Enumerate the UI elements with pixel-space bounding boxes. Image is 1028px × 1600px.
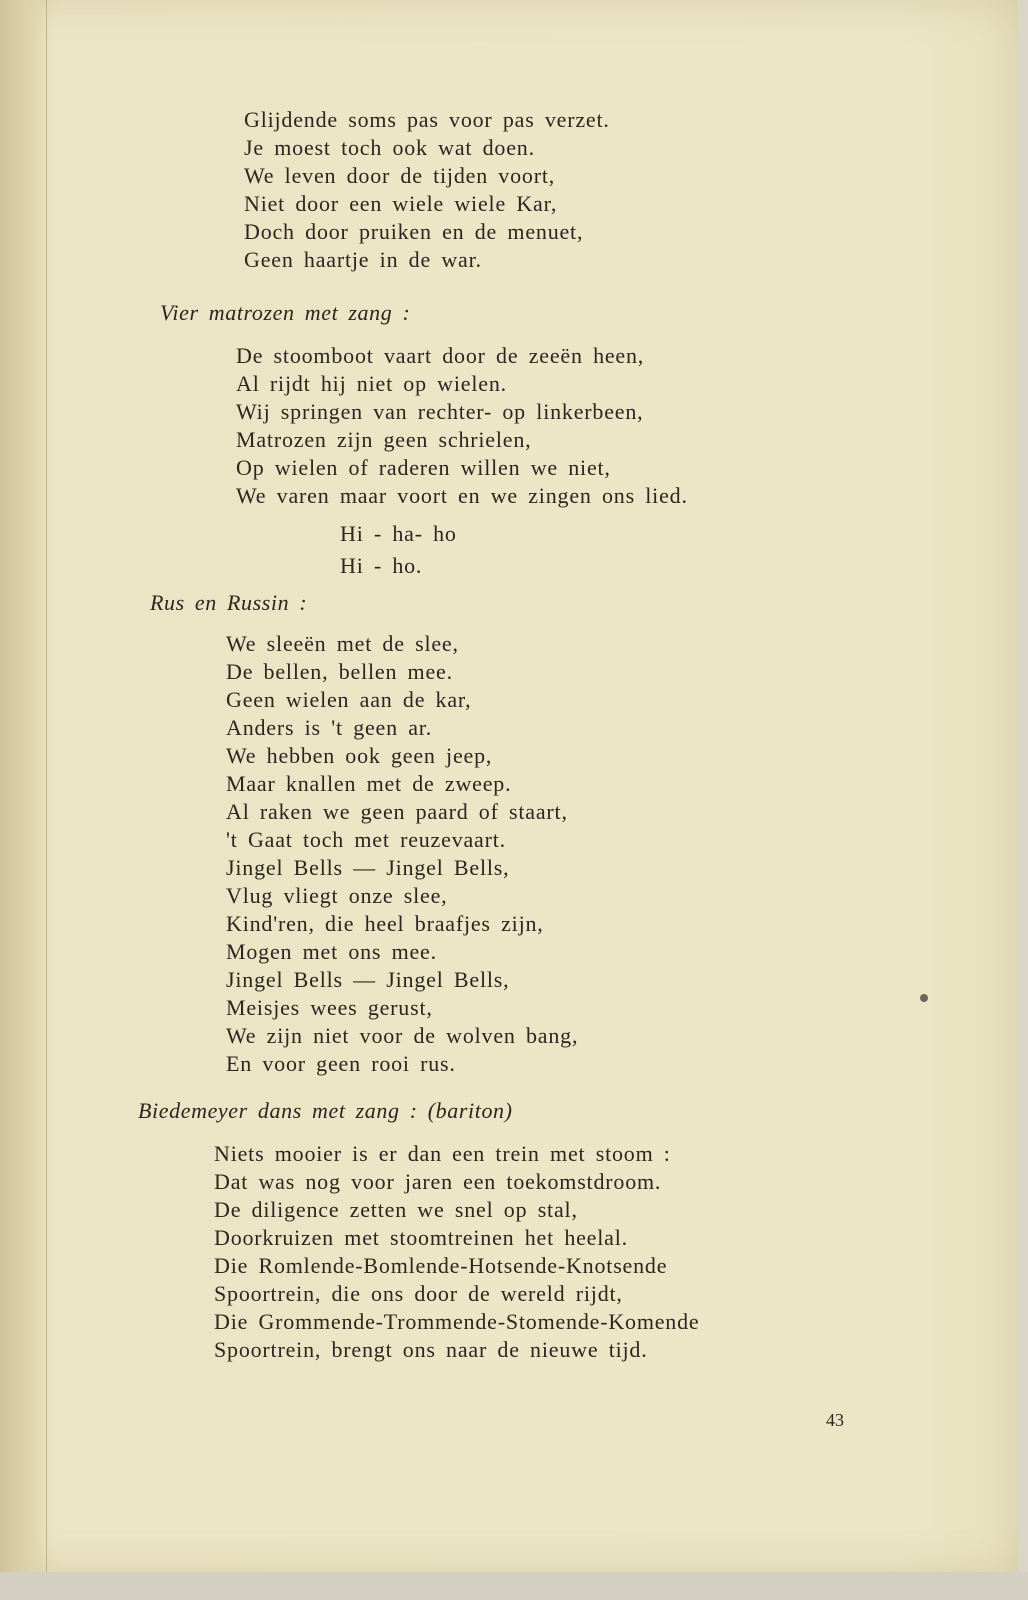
verse-line: Die Grommende-Trommende-Stomende-Komende: [214, 1309, 700, 1334]
verse-line: Spoortrein, die ons door de wereld rijdt,: [214, 1281, 623, 1306]
verse-line: Je moest toch ook wat doen.: [244, 135, 535, 160]
stanza-matrozen: [236, 342, 688, 510]
stanza-1: [244, 106, 610, 274]
stanza-biedemeyer: [214, 1140, 699, 1364]
verse-line: Niet door een wiele wiele Kar,: [244, 191, 558, 216]
ink-speck: [920, 994, 928, 1002]
verse-line: Jingel Bells — Jingel Bells,: [226, 855, 510, 880]
verse-line: Mogen met ons mee.: [226, 939, 437, 964]
heading-biedemeyer: Biedemeyer dans met zang : (bariton): [138, 1098, 513, 1123]
verse-line: Glijdende soms pas voor pas verzet.: [244, 107, 610, 132]
verse-line: We hebben ook geen jeep,: [226, 743, 493, 768]
verse-line: Niets mooier is er dan een trein met stoom :: [214, 1141, 671, 1166]
verse-line: Kind'ren, die heel braafjes zijn,: [226, 911, 544, 936]
verse-line: Meisjes wees gerust,: [226, 995, 433, 1020]
heading-rus-en-russin: Rus en Russin :: [150, 590, 308, 615]
verse-line: Dat was nog voor jaren een toekomstdroom.: [214, 1169, 662, 1194]
verse-line: Al raken we geen paard of staart,: [226, 799, 568, 824]
verse-line: Doorkruizen met stoomtreinen het heelal.: [214, 1225, 628, 1250]
verse-line: 't Gaat toch met reuzevaart.: [226, 827, 506, 852]
scan-bottom-edge: [0, 1572, 1028, 1600]
verse-line: Matrozen zijn geen schrielen,: [236, 427, 532, 452]
heading-vier-matrozen: Vier matrozen met zang :: [160, 300, 411, 325]
stanza-rus-en-russin: [226, 630, 578, 1078]
verse-line: Die Romlende-Bomlende-Hotsende-Knotsende: [214, 1253, 668, 1278]
verse-line: Jingel Bells — Jingel Bells,: [226, 967, 510, 992]
verse-line: Al rijdt hij niet op wielen.: [236, 371, 507, 396]
verse-line: We zijn niet voor de wolven bang,: [226, 1023, 579, 1048]
page-number: 43: [826, 1410, 844, 1430]
refrain-line: Hi - ha- ho: [340, 521, 457, 546]
verse-line: We sleeën met de slee,: [226, 631, 459, 656]
verse-line: De diligence zetten we snel op stal,: [214, 1197, 578, 1222]
verse-line: Geen haartje in de war.: [244, 247, 482, 272]
verse-line: Op wielen of raderen willen we niet,: [236, 455, 611, 480]
page-gutter: [0, 0, 47, 1572]
verse-line: Geen wielen aan de kar,: [226, 687, 472, 712]
verse-line: Anders is 't geen ar.: [226, 715, 432, 740]
verse-line: De bellen, bellen mee.: [226, 659, 453, 684]
verse-line: We varen maar voort en we zingen ons lied.: [236, 483, 688, 508]
verse-line: Maar knallen met de zweep.: [226, 771, 512, 796]
verse-line: Spoortrein, brengt ons naar de nieuwe tijd.: [214, 1337, 648, 1362]
verse-line: Vlug vliegt onze slee,: [226, 883, 448, 908]
verse-line: We leven door de tijden voort,: [244, 163, 556, 188]
verse-line: Doch door pruiken en de menuet,: [244, 219, 584, 244]
verse-line: De stoomboot vaart door de zeeën heen,: [236, 343, 645, 368]
refrain-matrozen: [340, 518, 457, 582]
verse-line: Wij springen van rechter- op linkerbeen,: [236, 399, 644, 424]
verse-line: En voor geen rooi rus.: [226, 1051, 456, 1076]
refrain-line: Hi - ho.: [340, 553, 423, 578]
